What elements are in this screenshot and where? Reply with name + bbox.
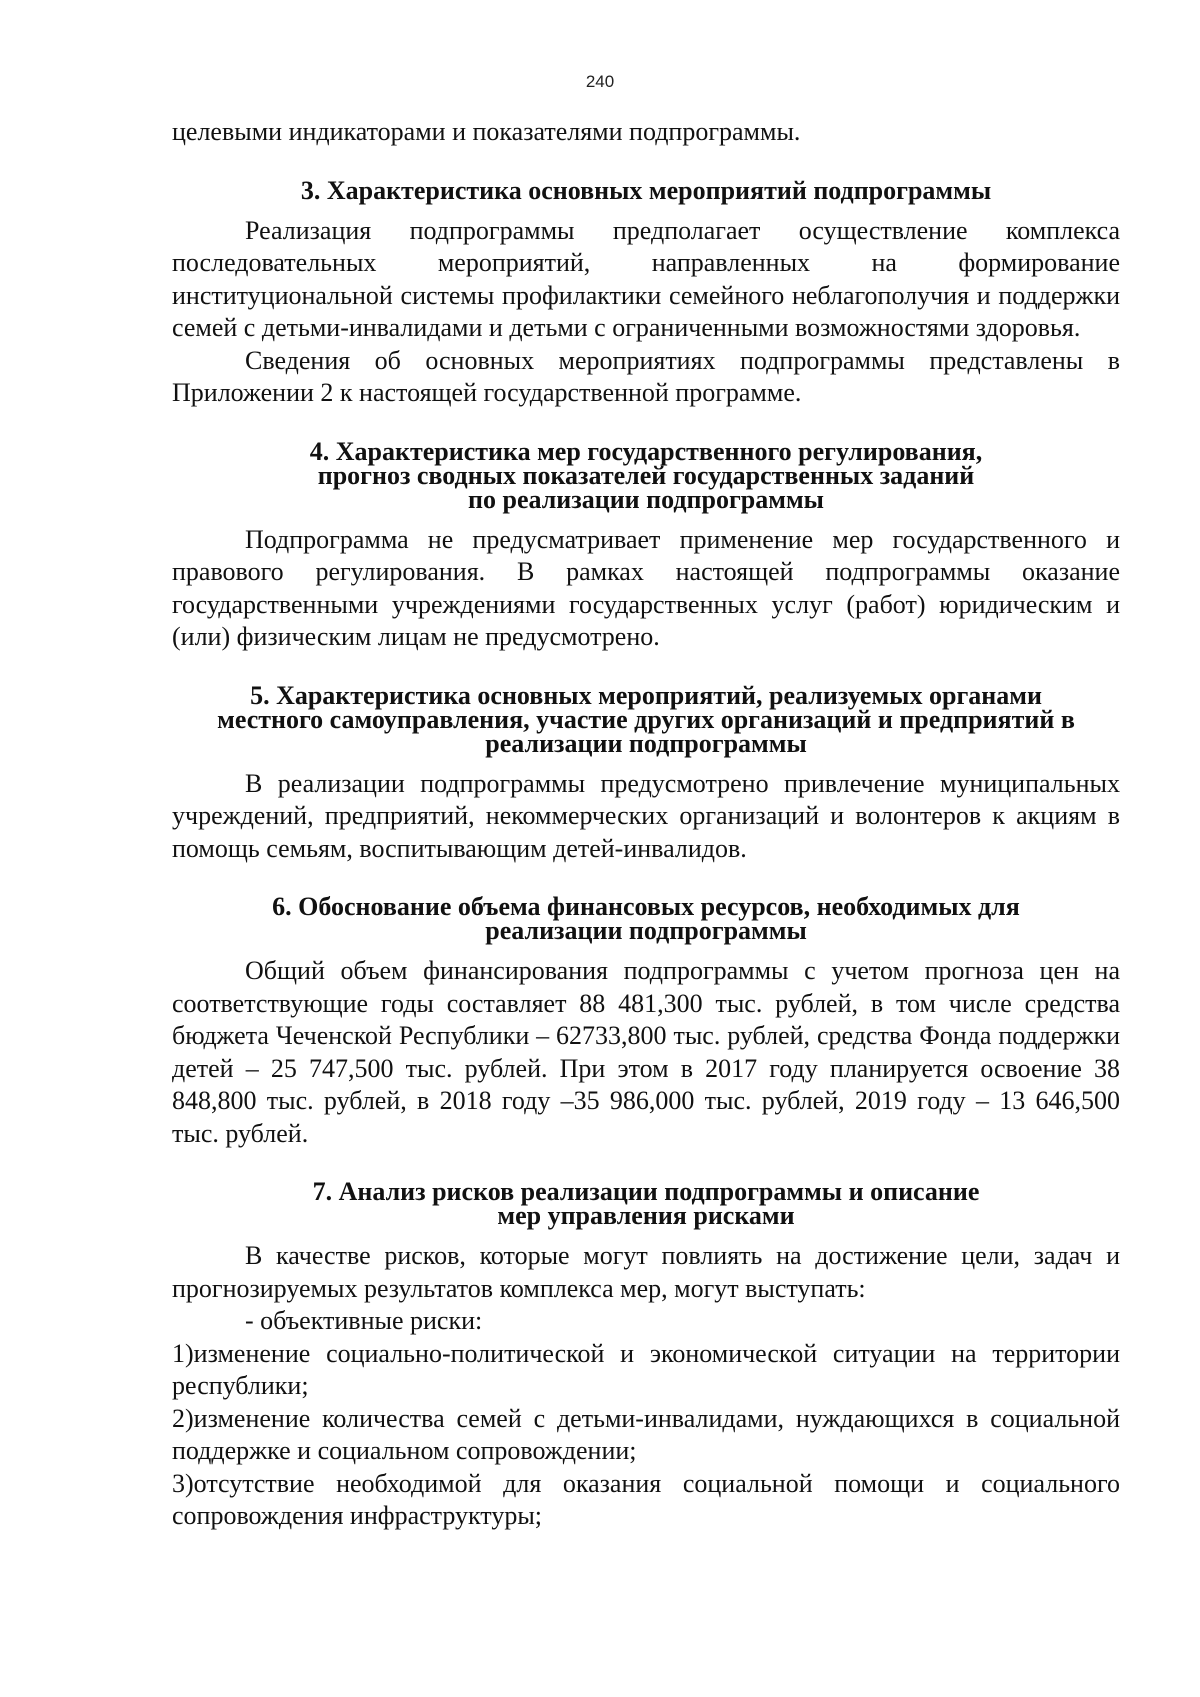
- section-3-paragraph-1: Реализация подпрограммы предполагает осуществление комплекса последовательных мероприятий, направленных на формирование институциональной системы профилактики семейного неблагополучия и поддержки семей с детьми-инвалидами и детьми с ограниченными возможностями здоровья.: [172, 215, 1120, 342]
- section-5-heading-line-1: 5. Характеристика основных мероприятий, реализуемых органами: [250, 680, 1042, 710]
- section-7-heading-line-2: мер управления рисками: [497, 1201, 795, 1230]
- risk-list-item: 1)изменение социально-политической и экономической ситуации на территории республики;: [172, 1338, 1120, 1400]
- risk-list-item: 2)изменение количества семей с детьми-инвалидами, нуждающихся в социальной поддержке и социальном сопровождении;: [172, 1403, 1120, 1465]
- section-4-heading-line-1: 4. Характеристика мер государственного регулирования,: [309, 436, 983, 466]
- section-7-paragraph-1: В качестве рисков, которые могут повлиять на достижение цели, задач и прогнозируемых результатов комплекса мер, могут выступать:: [172, 1241, 1120, 1303]
- section-7-heading-line-1: 7. Анализ рисков реализации подпрограммы и описание: [312, 1177, 980, 1206]
- section-7-heading: [172, 1177, 1120, 1230]
- section-6-heading-line-1: 6. Обоснование объема финансовых ресурсов, необходимых для: [272, 892, 1020, 921]
- section-5-heading-line-3: реализации подпрограммы: [485, 728, 807, 758]
- section-3-paragraph-2: Сведения об основных мероприятиях подпрограммы представлены в Приложении 2 к настоящей государственной программе.: [172, 345, 1120, 407]
- section-6-heading-line-2: реализации подпрограммы: [485, 916, 807, 945]
- section-4-paragraph-1: Подпрограмма не предусматривает применение мер государственного и правового регулирования. В рамках настоящей подпрограммы оказание государственными учреждениями государственных услуг (работ) юридическим и (или) физическим лицам не предусмотрено.: [172, 524, 1120, 651]
- section-4-heading: [172, 436, 1120, 514]
- section-3-heading: [172, 175, 1120, 205]
- section-7-paragraph-2: - объективные риски:: [245, 1306, 483, 1335]
- section-4-heading-line-3: по реализации подпрограммы: [468, 484, 824, 514]
- section-5-heading-line-2: местного самоуправления, участие других организаций и предприятий в: [217, 704, 1075, 734]
- section-5-heading: [172, 680, 1120, 758]
- section-6-heading: [172, 892, 1120, 945]
- page-body: [172, 116, 1120, 1533]
- continuation-text: целевыми индикаторами и показателями подпрограммы.: [172, 117, 801, 146]
- section-6-paragraph-1: Общий объем финансирования подпрограммы с учетом прогноза цен на соответствующие годы составляет 88 481,300 тыс. рублей, в том числе средства бюджета Чеченской Республики – 62733,800 тыс. рублей, средства Фонда поддержки детей – 25 747,500 тыс. рублей. При этом в 2017 году планируется освоение 38 848,800 тыс. рублей, в 2018 году –35 986,000 тыс. рублей, 2019 году – 13 646,500 тыс. рублей.: [172, 956, 1120, 1148]
- section-4-heading-line-2: прогноз сводных показателей государственных заданий: [317, 460, 975, 490]
- risk-list-item: 3)отсутствие необходимой для оказания социальной помощи и социального сопровождения инфраструктуры;: [172, 1468, 1120, 1530]
- section-3-heading-line: 3. Характеристика основных мероприятий подпрограммы: [300, 175, 992, 205]
- page-number: 240: [585, 72, 615, 91]
- section-5-paragraph-1: В реализации подпрограммы предусмотрено привлечение муниципальных учреждений, предприятий, некоммерческих организаций и волонтеров к акциям в помощь семьям, воспитывающим детей-инвалидов.: [172, 768, 1120, 863]
